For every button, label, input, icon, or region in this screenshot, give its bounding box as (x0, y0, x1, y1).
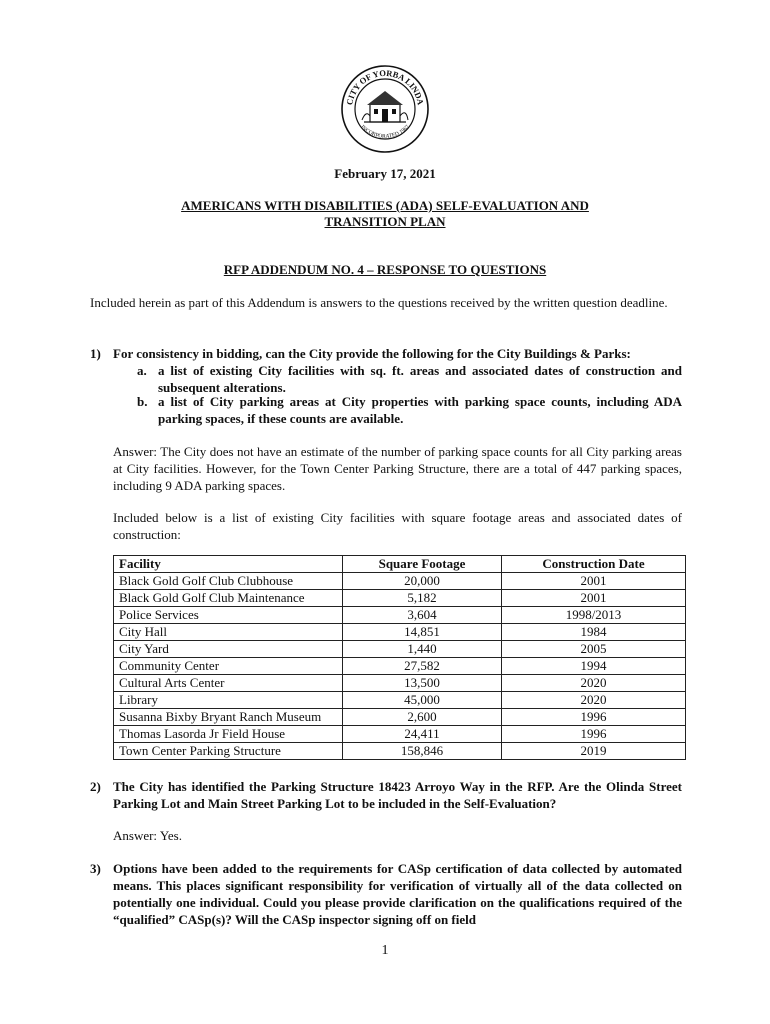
construction-date-cell: 1998/2013 (502, 607, 686, 624)
page-number: 1 (381, 943, 389, 958)
table-row (114, 641, 686, 658)
construction-date-cell: 1984 (502, 624, 686, 641)
construction-date-cell: 2019 (502, 743, 686, 760)
facility-cell: Library (114, 692, 343, 709)
svg-text:CITY OF YORBA LINDA: CITY OF YORBA LINDA (344, 67, 426, 106)
construction-date-cell: 2005 (502, 641, 686, 658)
construction-date-cell: 1994 (502, 658, 686, 675)
square-footage-cell: 1,440 (343, 641, 502, 658)
addendum-heading: RFP ADDENDUM NO. 4 – RESPONSE TO QUESTIONS (223, 262, 547, 277)
title-line-2: TRANSITION PLAN (324, 214, 446, 229)
square-footage-cell: 5,182 (343, 590, 502, 607)
table-row (114, 607, 686, 624)
table-row (114, 726, 686, 743)
facility-cell: Cultural Arts Center (114, 675, 343, 692)
item-text: a list of existing City facilities with sq. ft. areas and associated dates of construction and subsequent alterations. (158, 363, 682, 395)
square-footage-cell: 2,600 (343, 709, 502, 726)
square-footage-cell: 27,582 (343, 658, 502, 675)
column-header-construction-date: Construction Date (502, 556, 686, 573)
question-2 (90, 778, 682, 812)
question-1-item-b (137, 393, 682, 427)
title-line-1: AMERICANS WITH DISABILITIES (ADA) SELF-EVALUATION AND (181, 198, 589, 213)
question-1 (90, 345, 682, 362)
table-row (114, 692, 686, 709)
facility-cell: Thomas Lasorda Jr Field House (114, 726, 343, 743)
table-row (114, 573, 686, 590)
city-seal-logo (340, 64, 430, 154)
document-date: February 17, 2021 (334, 166, 436, 181)
question-text: Options have been added to the requirements for CASp certification of data collected by automated means. This places significant responsibility for verification of virtually all of the data collected on potentially one individual. Could you please provide clarification on the qualifications required of the “qualified” CASp(s)? Will the CASp inspector signing off on field (113, 861, 682, 927)
square-footage-cell: 13,500 (343, 675, 502, 692)
table-intro: Included below is a list of existing City facilities with square footage areas and associated dates of construction: (113, 510, 682, 542)
table-header-row (114, 556, 686, 573)
table-row (114, 658, 686, 675)
column-header-square-footage: Square Footage (343, 556, 502, 573)
facility-cell: Town Center Parking Structure (114, 743, 343, 760)
question-1-item-a (137, 362, 682, 396)
table-row (114, 590, 686, 607)
facility-cell: City Yard (114, 641, 343, 658)
construction-date-cell: 1996 (502, 726, 686, 743)
construction-date-cell: 2020 (502, 692, 686, 709)
square-footage-cell: 45,000 (343, 692, 502, 709)
facility-cell: Black Gold Golf Club Clubhouse (114, 573, 343, 590)
square-footage-cell: 3,604 (343, 607, 502, 624)
facility-cell: City Hall (114, 624, 343, 641)
table-row (114, 709, 686, 726)
square-footage-cell: 158,846 (343, 743, 502, 760)
question-number: 1) (90, 346, 101, 361)
square-footage-cell: 20,000 (343, 573, 502, 590)
facility-cell: Police Services (114, 607, 343, 624)
table-row (114, 624, 686, 641)
question-text: The City has identified the Parking Structure 18423 Arroyo Way in the RFP. Are the Olinda Street Parking Lot and Main Street Parking Lot to be included in the Self-Evaluation? (113, 779, 682, 811)
question-2-answer: Answer: Yes. (113, 828, 182, 843)
question-number: 3) (90, 861, 101, 876)
intro-paragraph: Included herein as part of this Addendum is answers to the questions received by the written question deadline. (90, 295, 668, 310)
question-number: 2) (90, 779, 101, 794)
construction-date-cell: 2020 (502, 675, 686, 692)
svg-text:INCORPORATED 1967: INCORPORATED 1967 (359, 124, 411, 140)
square-footage-cell: 24,411 (343, 726, 502, 743)
table-row (114, 743, 686, 760)
item-text: a list of City parking areas at City properties with parking space counts, including ADA parking spaces, if these counts are available. (158, 394, 682, 426)
question-text: For consistency in bidding, can the City provide the following for the City Buildings & Parks: (113, 346, 631, 361)
construction-date-cell: 2001 (502, 590, 686, 607)
construction-date-cell: 1996 (502, 709, 686, 726)
facility-cell: Susanna Bixby Bryant Ranch Museum (114, 709, 343, 726)
item-letter: a. (137, 363, 147, 378)
item-letter: b. (137, 394, 148, 409)
table-row (114, 675, 686, 692)
question-1-answer: Answer: The City does not have an estimate of the number of parking space counts for all City parking areas at City facilities. However, for the Town Center Parking Structure, there are a total of 447 parking spaces, including 9 ADA parking spaces. (113, 444, 682, 493)
facility-cell: Black Gold Golf Club Maintenance (114, 590, 343, 607)
document-title (0, 198, 770, 230)
question-3 (90, 860, 682, 928)
facilities-table (113, 555, 686, 760)
column-header-facility: Facility (114, 556, 343, 573)
facility-cell: Community Center (114, 658, 343, 675)
square-footage-cell: 14,851 (343, 624, 502, 641)
construction-date-cell: 2001 (502, 573, 686, 590)
